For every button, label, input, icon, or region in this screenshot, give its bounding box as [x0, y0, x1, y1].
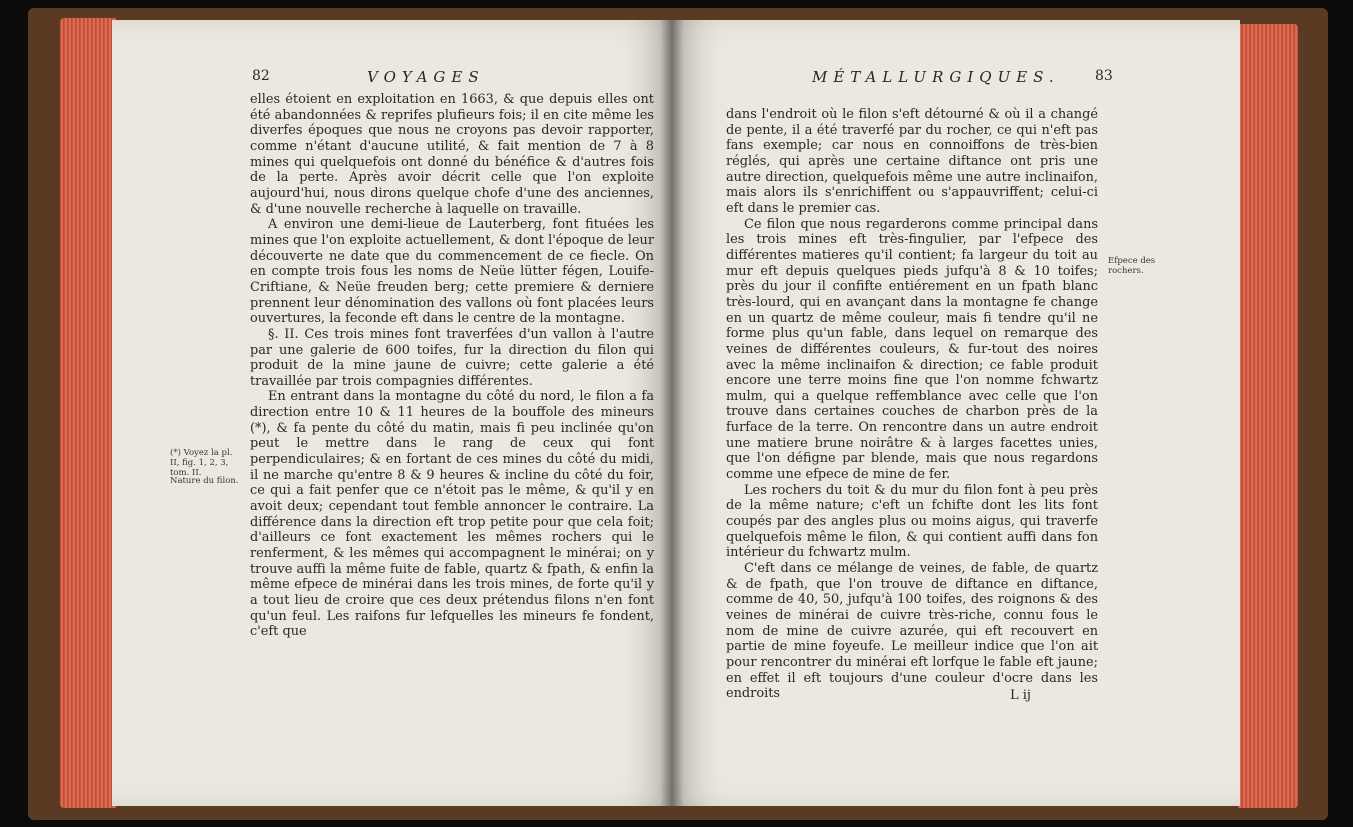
left-page-number: 82: [252, 68, 270, 84]
book-gutter: [660, 20, 684, 806]
right-paragraph-4: C'eft dans ce mélange de veines, de fable, de quartz & de fpath, que l'on trouve de diftance en diftance, comme de 40, 50, jufqu'à 100 toifes, des roignons & des veines de minérai de cuivre très-riche, connu fous le nom de mine de cuivre azurée, qui eft recouvert en partie de mine foyeufe. Le meilleur indice que l'on ait pour rencontrer du minérai eft lorfque le fable eft jaune; en effet il eft toujours d'une couleur d'ocre dans les endroits: [726, 561, 1098, 702]
right-running-header: MÉTALLURGIQUES.: [812, 68, 1060, 86]
left-margin-note: Nature du filon.: [170, 476, 239, 486]
right-page: [672, 20, 1240, 806]
right-paragraph-2: Ce filon que nous regarderons comme principal dans les trois mines eft très-fingulier, par l'efpece des différentes matieres qu'il contient; fa largeur du toit au mur eft depuis quelques pieds jufqu'à 8 & 10 toifes; près du jour il confifte entiérement en un fpath blanc très-lourd, qui en avançant dans la montagne fe change en un quartz de même couleur, mais fi tendre qu'il ne forme plus qu'un fable, dans lequel on remarque des veines de différentes couleurs, & fur-tout des noires avec la même inclinaifon & direction; ce fable produit encore une terre moins fine que l'on nomme fchwartz mulm, qui a quelque reffemblance avec celle que l'on trouve dans certaines couches de charbon près de la furface de la terre. On rencontre dans un autre endroit une matiere brune noirâtre & à larges facettes unies, que l'on défigne par blende, mais que nous regardons comme une efpece de mine de fer.: [726, 216, 1098, 483]
left-margin-footnote: (*) Voyez la pl. II, fig. 1, 2, 3, tom. II.: [170, 448, 233, 478]
right-page-number: 83: [1095, 68, 1113, 84]
right-paragraph-3: Les rochers du toit & du mur du filon font à peu près de la même nature; c'eft un fchifte dont les lits font coupés par des angles plus ou moins aigus, qui traverfe quelquefois même le filon, & qui contient auffi dans fon intérieur du fchwartz mulm.: [726, 482, 1098, 561]
signature-mark: L ij: [1010, 688, 1031, 703]
right-paragraph-1: dans l'endroit où le filon s'eft détourné & où il a changé de pente, il a été traverfé par du rocher, ce qui n'eft pas fans exemple; car nous en connoiffons de très-bien réglés, qui après une certaine diftance ont pris une autre direction, quelquefois même une autre inclinaifon, mais alors ils s'enrichiffent ou s'appauvriffent; celui-ci eft dans le premier cas.: [726, 107, 1098, 216]
left-running-header: VOYAGES: [367, 68, 485, 86]
left-page: [112, 20, 672, 806]
right-page-edges: [1238, 24, 1298, 808]
right-body-text: [726, 107, 1098, 702]
right-margin-note: Efpece des rochers.: [1108, 256, 1156, 276]
left-page-edges: [60, 18, 116, 808]
left-paragraph-2: A environ une demi-lieue de Lauterberg, font fituées les mines que l'on exploite actuellement, & dont l'époque de leur découverte ne date que du commencement de ce fiecle. On en compte trois fous les noms de Neüe lütter fégen, Louife-Criftiane, & Neüe freuden berg; cette premiere & derniere prennent leur dénomination des vallons où font placées leurs ouvertures, la feconde eft dans le centre de la montagne.: [250, 217, 654, 327]
left-paragraph-1: elles étoient en exploitation en 1663, & que depuis elles ont été abandonnées & reprifes plufieurs fois; il en cite même les diverfes époques que nous ne croyons pas devoir rapporter, comme n'étant d'aucune utilité, & fait mention de 7 à 8 mines qui quelquefois ont donné du bénéfice & d'autres fois de la perte. Après avoir décrit celle que l'on exploite aujourd'hui, nous dirons quelque chofe d'une des anciennes, & d'une nouvelle recherche à laquelle on travaille.: [250, 92, 654, 217]
left-paragraph-4: En entrant dans la montagne du côté du nord, le filon a fa direction entre 10 & 11 heures de la bouffole des mineurs (*), & fa pente du côté du matin, mais fi peu inclinée qu'on peut le mettre dans le rang de ceux qui font perpendiculaires; & en fortant de ces mines du côté du midi, il ne marche qu'entre 8 & 9 heures & incline du côté du foir, ce qui a fait penfer que ce n'étoit pas le même, & qu'il y en avoit deux; cependant tout femble annoncer le contraire. La différence dans la direction eft trop petite pour que cela foit; d'ailleurs ce font exactement les mêmes rochers qui le renferment, & les mêmes qui accompagnent le minérai; on y trouve auffi la même fuite de fable, quartz & fpath, & enfin la même efpece de minérai dans les trois mines, de forte qu'il y a tout lieu de croire que ces deux prétendus filons n'en font qu'un feul. Les raifons fur lefquelles les mineurs fe fondent, c'eft que: [250, 389, 654, 640]
left-body-text: [250, 92, 654, 640]
left-paragraph-3: §. II. Ces trois mines font traverfées d'un vallon à l'autre par une galerie de 600 toifes, fur la direction du filon qui produit de la mine jaune de cuivre; cette galerie a été travaillée par trois compagnies différentes.: [250, 326, 654, 389]
